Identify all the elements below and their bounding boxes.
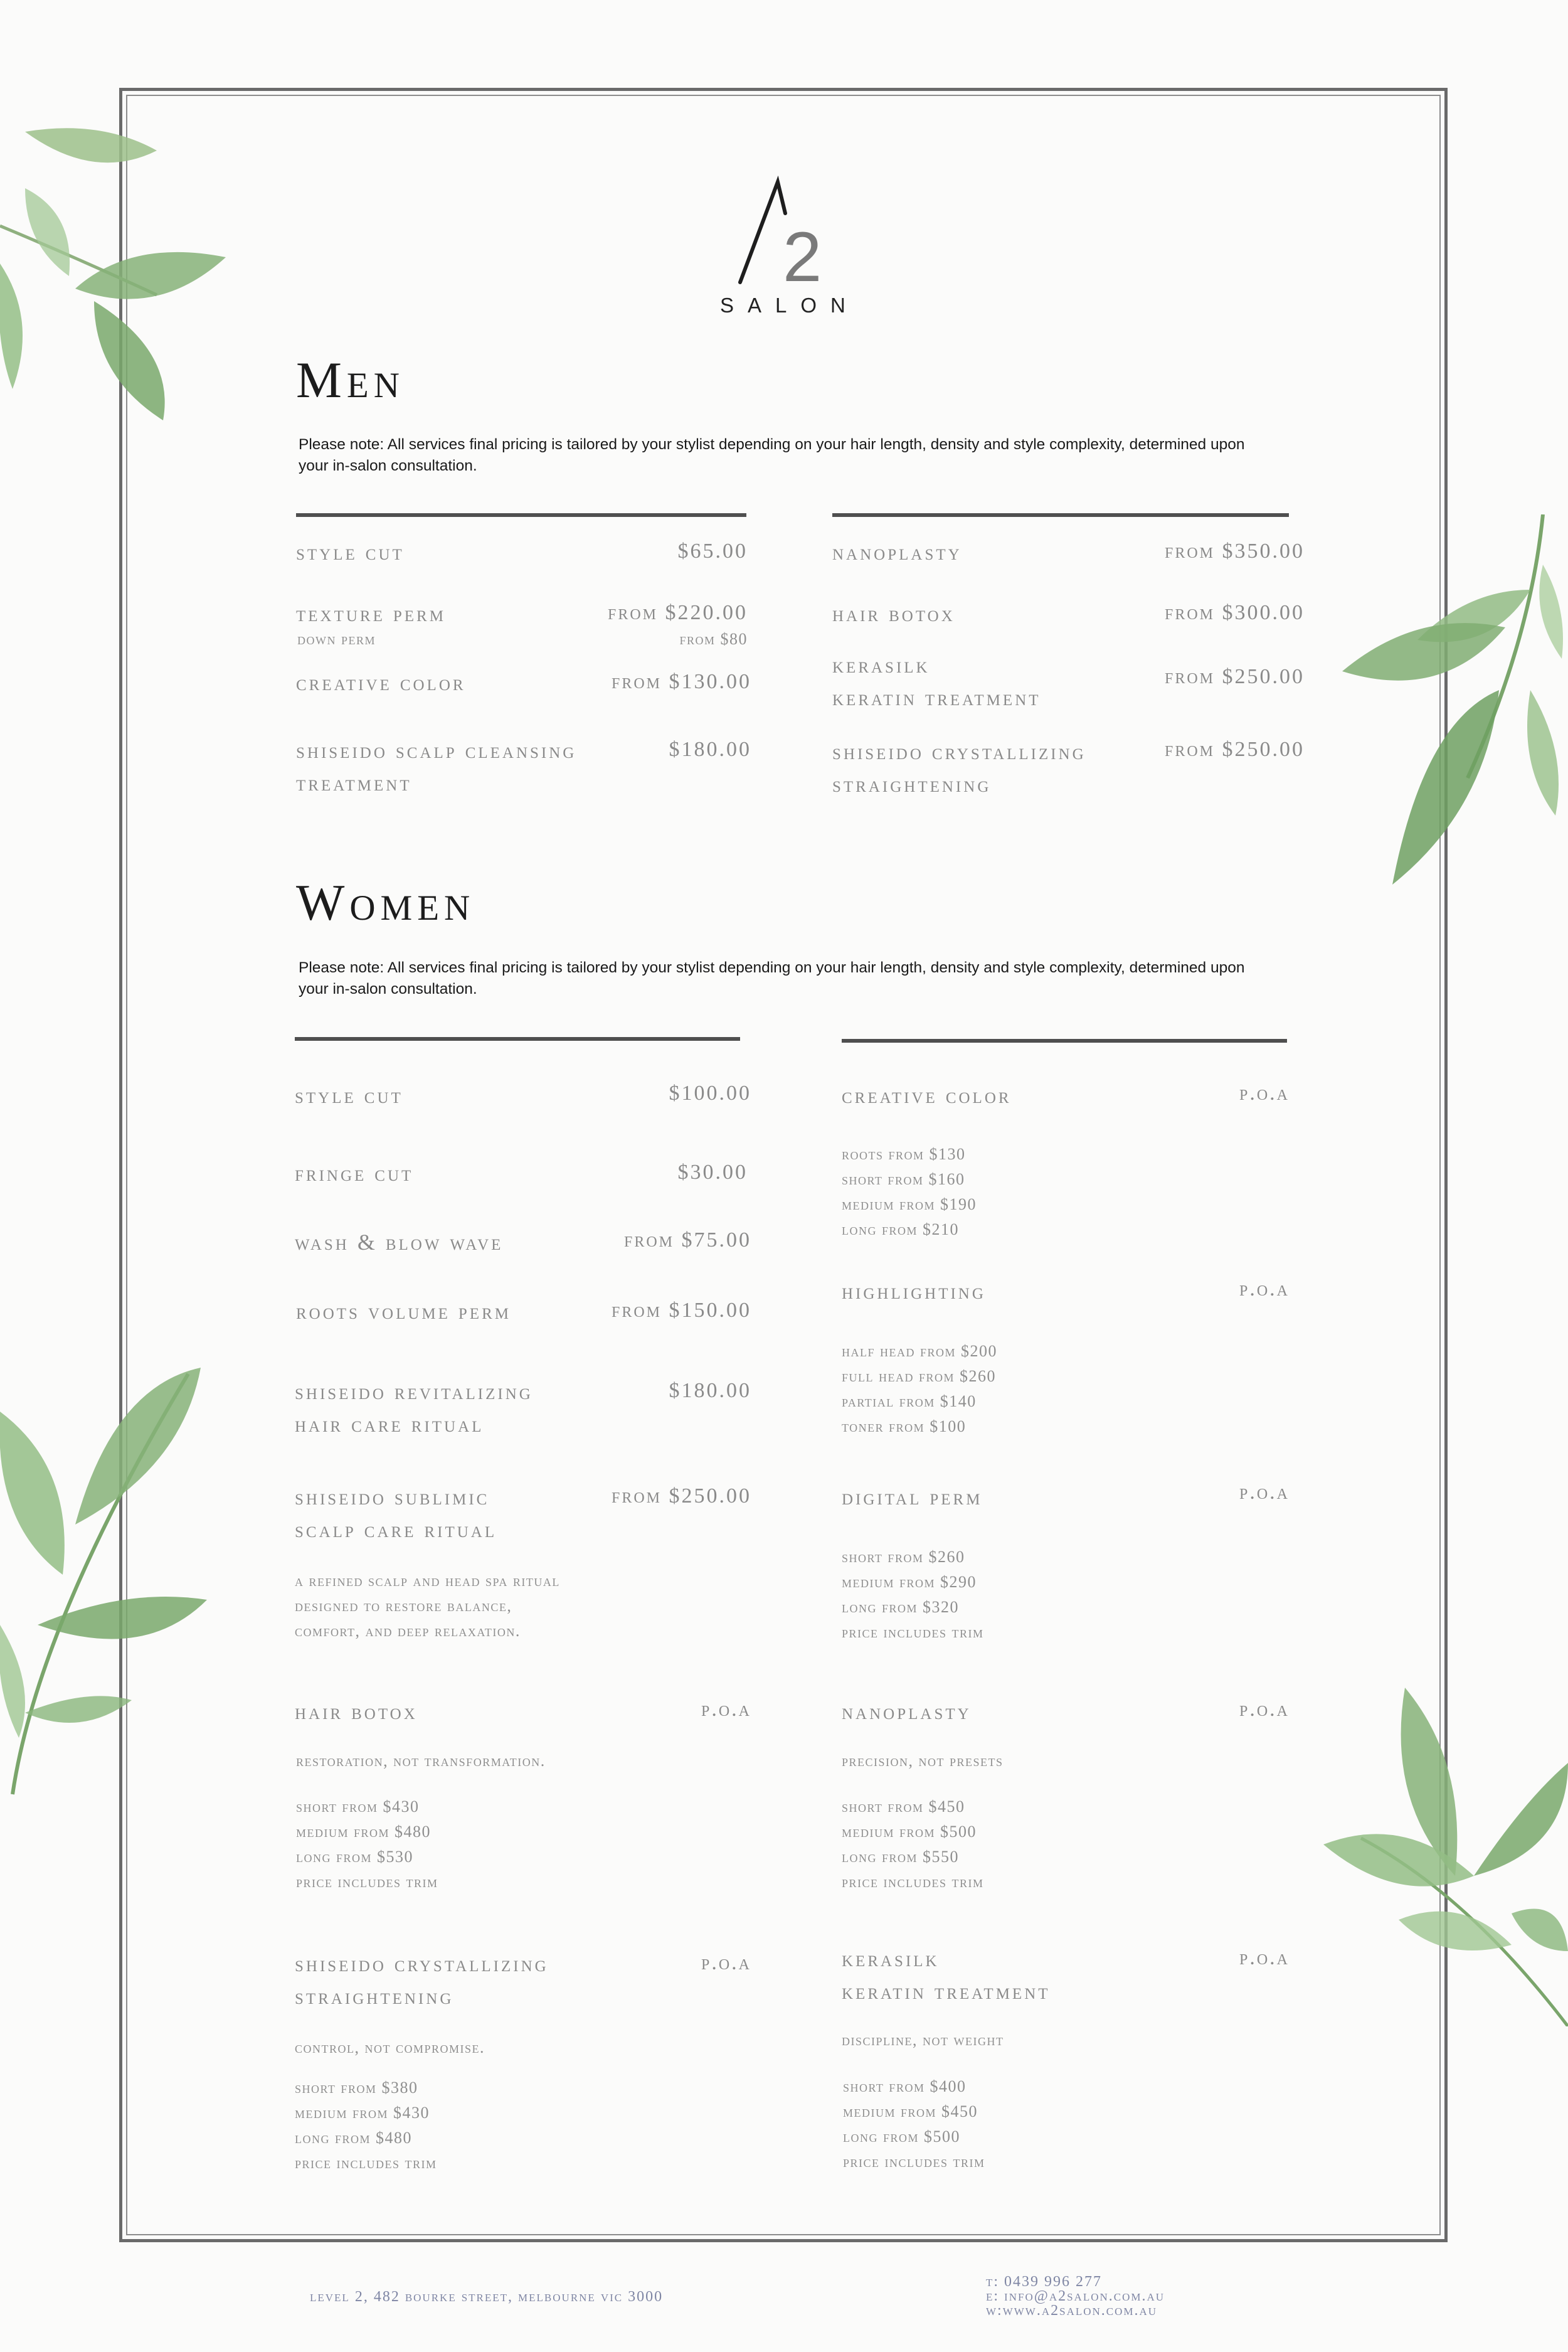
service-name: highlighting xyxy=(842,1279,986,1304)
service-price: p.o.a xyxy=(701,1698,751,1721)
service-name: shiseido crystallizing straightening xyxy=(832,739,1086,797)
men-right-divider xyxy=(832,513,1289,517)
service-price: from $130.00 xyxy=(611,670,751,693)
women-right-divider xyxy=(842,1039,1287,1043)
service-price: p.o.a xyxy=(1239,1082,1290,1105)
svg-text:2: 2 xyxy=(783,218,822,296)
service-price: from $220.00 xyxy=(607,601,748,624)
service-name: roots volume perm xyxy=(296,1299,511,1324)
men-pricing-note: Please note: All services final pricing is tailored by your stylist depending on your hair length, density and style complexity, determined upon your in-salon consultation. xyxy=(299,436,1245,474)
service-price: $100.00 xyxy=(669,1082,751,1105)
service-price: from $250.00 xyxy=(611,1484,751,1508)
service-tagline: restoration, not transformation. xyxy=(296,1752,546,1770)
service-name: shiseido revitalizing hair care ritual xyxy=(295,1379,533,1437)
men-section-title: Men xyxy=(296,351,405,408)
service-price: from $300.00 xyxy=(1164,601,1305,624)
footer-phone: t: 0439 996 277 xyxy=(986,2274,1103,2290)
service-sub-price: from $80 xyxy=(679,630,748,648)
service-details: short from $430 medium from $480 long from $530 price includes trim xyxy=(296,1797,438,1891)
service-name: shiseido scalp cleansing treatment xyxy=(296,738,577,796)
service-details: half head from $200 full head from $260 partial from $140 toner from $100 xyxy=(842,1342,998,1435)
service-name: creative color xyxy=(296,670,466,695)
service-price: $30.00 xyxy=(677,1161,748,1184)
leaf-illustration-bottom-left xyxy=(0,1361,213,1801)
service-name: shiseido crystallizing straightening xyxy=(295,1951,549,2009)
service-price: from $250.00 xyxy=(1164,665,1305,688)
service-price: $180.00 xyxy=(669,1379,751,1402)
service-description: a refined scalp and head spa ritual designed to restore balance, comfort, and deep relaxation. xyxy=(295,1572,560,1640)
men-left-divider xyxy=(296,513,746,517)
footer-address: level 2, 482 bourke street, melbourne vic 3000 xyxy=(310,2289,664,2305)
service-price: $65.00 xyxy=(677,540,748,563)
women-pricing-note: Please note: All services final pricing is tailored by your stylist depending on your hair length, density and style complexity, determined upon your in-salon consultation. xyxy=(299,959,1245,998)
leaf-illustration-right xyxy=(1342,514,1568,891)
service-price: p.o.a xyxy=(1239,1277,1290,1301)
service-name: kerasilk keratin treatment xyxy=(832,652,1041,710)
service-details: short from $380 medium from $430 long from $480 price includes trim xyxy=(295,2078,437,2172)
service-price: p.o.a xyxy=(1239,1946,1290,1969)
service-name: creative color xyxy=(842,1083,1012,1108)
footer-website[interactable]: w:www.a2salon.com.au xyxy=(986,2302,1158,2319)
logo-wordmark: SALON xyxy=(720,294,859,317)
service-price: p.o.a xyxy=(1239,1698,1290,1721)
service-name: style cut xyxy=(296,540,405,565)
service-tagline: precision, not presets xyxy=(842,1752,1004,1770)
service-price: p.o.a xyxy=(1239,1481,1290,1504)
women-left-divider xyxy=(295,1037,740,1041)
service-price: from $250.00 xyxy=(1164,738,1305,761)
service-name: texture perm xyxy=(296,601,446,626)
service-tagline: discipline, not weight xyxy=(842,2031,1004,2049)
service-price: p.o.a xyxy=(701,1951,751,1974)
footer-email[interactable]: e: info@a2salon.com.au xyxy=(986,2288,1165,2304)
leaf-illustration-bottom-right xyxy=(1323,1688,1568,2026)
service-name: style cut xyxy=(295,1083,403,1108)
service-price: from $75.00 xyxy=(623,1228,751,1252)
service-name: nanoplasty xyxy=(832,540,962,565)
service-details: roots from $130 short from $160 medium from $190 long from $210 xyxy=(842,1145,977,1238)
service-sub-name: down perm xyxy=(297,630,376,648)
service-name: hair botox xyxy=(295,1699,418,1724)
service-name: hair botox xyxy=(832,601,955,626)
service-name: digital perm xyxy=(842,1484,983,1509)
service-name: wash & blow wave xyxy=(295,1230,504,1255)
service-price: $180.00 xyxy=(669,738,751,761)
service-name: shiseido sublimic scalp care ritual xyxy=(295,1484,497,1542)
service-details: short from $260 medium from $290 long from $320 price includes trim xyxy=(842,1548,984,1641)
service-details: short from $450 medium from $500 long from $550 price includes trim xyxy=(842,1797,984,1891)
leaf-illustration-top-left xyxy=(0,113,238,439)
service-name: fringe cut xyxy=(295,1161,414,1186)
service-details: short from $400 medium from $450 long from $500 price includes trim xyxy=(843,2077,985,2171)
service-tagline: control, not compromise. xyxy=(295,2038,485,2057)
service-name: nanoplasty xyxy=(842,1699,972,1724)
women-section-title: Women xyxy=(296,874,475,931)
service-price: from $350.00 xyxy=(1164,540,1305,563)
service-name: kerasilk keratin treatment xyxy=(842,1946,1051,2004)
service-price: from $150.00 xyxy=(611,1299,751,1322)
